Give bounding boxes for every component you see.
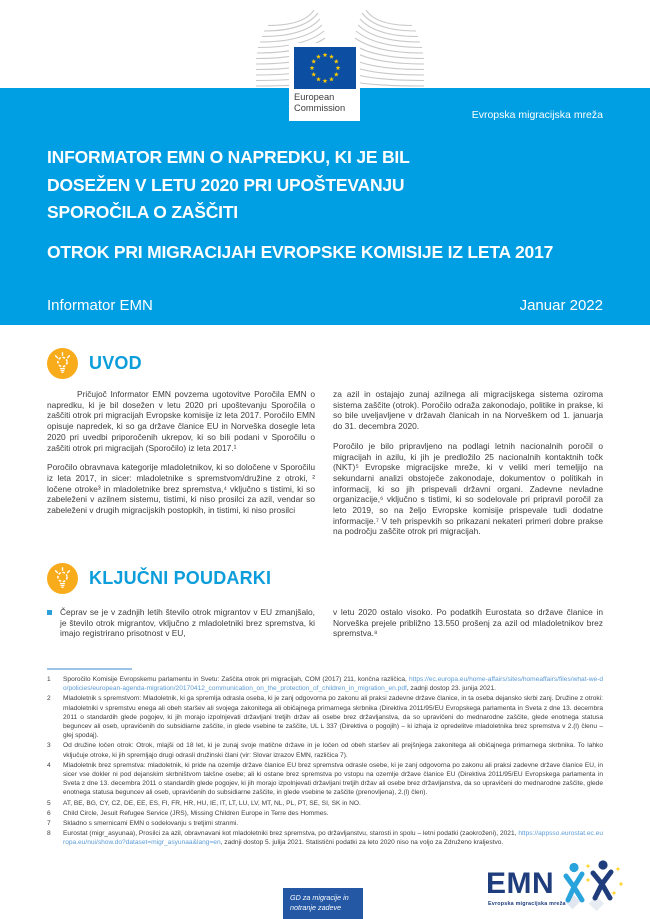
footnote-separator <box>47 668 132 670</box>
uvod-left-column <box>47 389 315 525</box>
doc-type-label: Informator EMN <box>47 297 153 314</box>
lightbulb-icon <box>47 563 78 594</box>
footnote-link[interactable]: https://ec.europa.eu/home-affairs/sites/homeaffairs/files/what-we-do/policies/european-agenda-migration/20170412_communication_on_the_protection_of_children_in_migration_en.pdf <box>63 676 603 693</box>
bullet-square-icon <box>47 610 52 615</box>
footnote-8: 8 Eurostat (migr_asyunaa), Prosilci za azil, obravnavani kot mladoletniki brez spremstva, po državljanstvu, starosti in spolu – letni podatki (zaokroženi), 2021, https://appsso.eurostat.ec.europa.eu/nui/show.do?dataset=migr_asyunaa&lang=en, zadnji dostop 5. julija 2021. Statistični podatki za leto 2020 niso na voljo za Združeno kraljestvo. <box>47 830 603 847</box>
section-header-uvod <box>47 348 142 379</box>
lightbulb-icon <box>47 348 78 379</box>
footnote-5: 5 AT, BE, BG, CY, CZ, DE, EE, ES, FI, FR, HR, HU, IE, IT, LT, LU, LV, MT, NL, PL, PT, SE, SI, SK in NO. <box>47 799 361 807</box>
uvod-right-column <box>333 389 603 546</box>
emn-logo-acronym: EMN <box>486 867 555 900</box>
uvod-paragraph: Pričujoč Informator EMN povzema ugotovitve Poročila EMN o napredku, ki je bil dosežen v letu 2020 pri upoštevanju Sporočila o zaščiti otrok pri migracijah Evropske komisije iz leta 2017. Poročilo EMN opisuje napredek, ki so ga države članice EU in Norveška dosegle leta 2020 pri uvedbi priporočenih ukrepov, ki so bili podani v Sporočilu o zaščiti otrok pri migracijah (Sporočilo) iz leta 2017.¹ <box>47 389 315 453</box>
section-header-highlights <box>47 563 271 594</box>
uvod-paragraph: za azil in ostajajo zunaj azilnega ali migracijskega sistema oziroma sistema zaščite (otrok). Poročilo odraža zakonodajo, politike in prakse, ki so bile uveljavljene v državah članicah in na Norveškem od 1. januarja do 31. decembra 2020. <box>333 389 603 432</box>
banner-meta <box>47 297 603 314</box>
footnote-2: 2 Mladoletnik s spremstvom: Mladoletnik, ki ga spremlja odrasla oseba, ki je zanj odgovorna po zakonu ali praksi zadevne države članice, in ta oseba dejansko skrbi zanj. Družine z otroki: mladoletniki v spremstvu enega ali obeh staršev ali svojega zakonitega ali običajnega primarnega skrbnika (Direktiva 2011/95/EU Evropskega parlamenta in Sveta z dne 13. decembra 2011 o standardih glede pogojev, ki jih morajo izpolnjevati državljani tretjih držav ali osebe brez državljanstva, da so upravičeni do mednarodne zaščite, glede enotnega statusa beguncev ali oseb, upravičenih do subsidiarne zaščite, in glede vsebine te zaščite, UL L 337 (Direktiva o pogojih) – ki izhaja iz opredelitve mladoletnika brez spremstva v 2.(l) členu – glej spodaj). <box>47 695 603 740</box>
highlights-heading: KLJUČNI POUDARKI <box>89 568 272 588</box>
footnote-3: 3 Od družine ločen otrok: Otrok, mlajši od 18 let, ki je zunaj svoje matične države in je ločen od obeh staršev ali prejšnjega zakonitega ali običajnega primarnega skrbnika. To lahko vključuje otroke, ki jih spremljajo drugi odrasli družinski člani (vir: Slovar izrazov EMN, različica 7). <box>47 742 603 759</box>
uvod-paragraph: Poročilo obravnava kategorije mladoletnikov, ki so določene v Sporočilu iz leta 2017, in sicer: mladoletnike s spremstvom/družine z otroki, ² ločene otroke³ in mladoletnike brez spremstva,⁴ vključno s tistimi, ki so zabeleženi v azilnem sistemu, tistimi, ki niso prosilci za azil, vendar so zabeleženi v drugih migracijskih postopkih, in tistimi, ki niso prosilci <box>47 462 315 516</box>
footnote-link[interactable]: https://appsso.eurostat.ec.europa.eu/nui/show.do?dataset=migr_asyunaa&lang=en <box>63 830 603 847</box>
emn-logo-subtitle: Evropska migracijska mreža <box>488 901 566 907</box>
ec-logo-text: European Commission <box>294 92 346 113</box>
doc-date-label: Januar 2022 <box>519 297 603 314</box>
highlight-text-left: Čeprav se je v zadnjih letih število otrok migrantov v EU zmanjšalo, je število otrok migrantov, vključno z mladoletniki brez spremstva, ki imajo registrirano prisotnost v EU, <box>60 607 315 639</box>
document-title-part2: OTROK PRI MIGRACIJAH EVROPSKE KOMISIJE IZ LETA 2017 <box>47 242 554 262</box>
footnote-7: 7 Skladno s smernicami EMN o sodelovanju s tretjimi stranmi. <box>47 820 239 828</box>
highlight-bullet-item <box>47 607 315 639</box>
european-commission-logo <box>289 43 360 121</box>
footnotes <box>47 668 603 849</box>
document-title-part1: INFORMATOR EMN O NAPREDKU, KI JE BIL DOSEŽEN V LETU 2020 PRI UPOŠTEVANJU SPOROČILA O ZAŠČITI <box>47 147 410 222</box>
emn-logo <box>478 860 628 915</box>
network-label: Evropska migracijska mreža <box>471 109 603 121</box>
footnote-6: 6 Child Circle, Jesuit Refugee Service (JRS), Missing Children Europe in Terre des Hommes. <box>47 809 329 817</box>
uvod-heading: UVOD <box>89 353 142 373</box>
eu-flag-icon <box>294 47 356 89</box>
title-banner <box>0 88 650 325</box>
emn-figures-graphic <box>560 860 626 915</box>
footnote-4: 4 Mladoletnik brez spremstva: mladoletnik, ki pride na ozemlje države članice EU brez spremstva odrasle osebe, ki je zanj odgovorna po zakonu ali praksi zadevne države članice EU, in sicer vse dokler ni pod dejanskim skrbništvom takšne osebe; ali ki ostane brez spremstva po vstopu na ozemlje države članice EU (Direktiva 2011/95/EU Evropskega parlamenta in Sveta z dne 13. decembra 2011 o standardih glede pogojev, ki jih morajo izpolnjevati državljani tretjih držav ali osebe brez državljanstva, da so upravičeni do mednarodne zaščite, glede enotnega statusa beguncev ali oseb, upravičenih do subsidiarne zaščite, in glede vsebine te zaščite (prenovljena), 2.(l) člen). <box>47 761 603 797</box>
uvod-paragraph: Poročilo je bilo pripravljeno na podlagi letnih nacionalnih poročil o migracijah in azilu, ki jih je predložilo 25 nacionalnih kontaktnih točk (NKT)⁵ Evropske migracijske mreže, ki v veliki meri temeljijo na sekundarni analizi obstoječe zakonodaje, dokumentov o politikah in informacij, ki so jih prispevali državni organi. Zadevne nevladne organizacije,⁶ vključno s tistimi, ki so sodelovale pri pripravil poročil za leto 2019, so na željo Evropske komisije prispevale tudi dodatne informacije.⁷ V teh prispevkih so prikazani nekateri primeri dobre prakse na področju zaščite otrok pri migracijah. <box>333 440 603 537</box>
footnote-1: 1 Sporočilo Komisije Evropskemu parlamentu in Svetu: Zaščita otrok pri migracijah, COM (2017) 211, končna različica, https://ec.europa.eu/home-affairs/sites/homeaffairs/files/what-we-do/policies/european-agenda-migration/20170412_communication_on_the_protection_of_children_in_migration_en.pdf, zadnji dostop 23. junija 2021. <box>47 676 603 693</box>
highlight-text-right: v letu 2020 ostalo visoko. Po podatkih Eurostata so države članice in Norveška prejele približno 13.550 prošenj za azil od mladoletnikov brez spremstva.⁸ <box>333 607 603 639</box>
dg-home-affairs-box: GD za migracije in notranje zadeve <box>283 888 363 919</box>
